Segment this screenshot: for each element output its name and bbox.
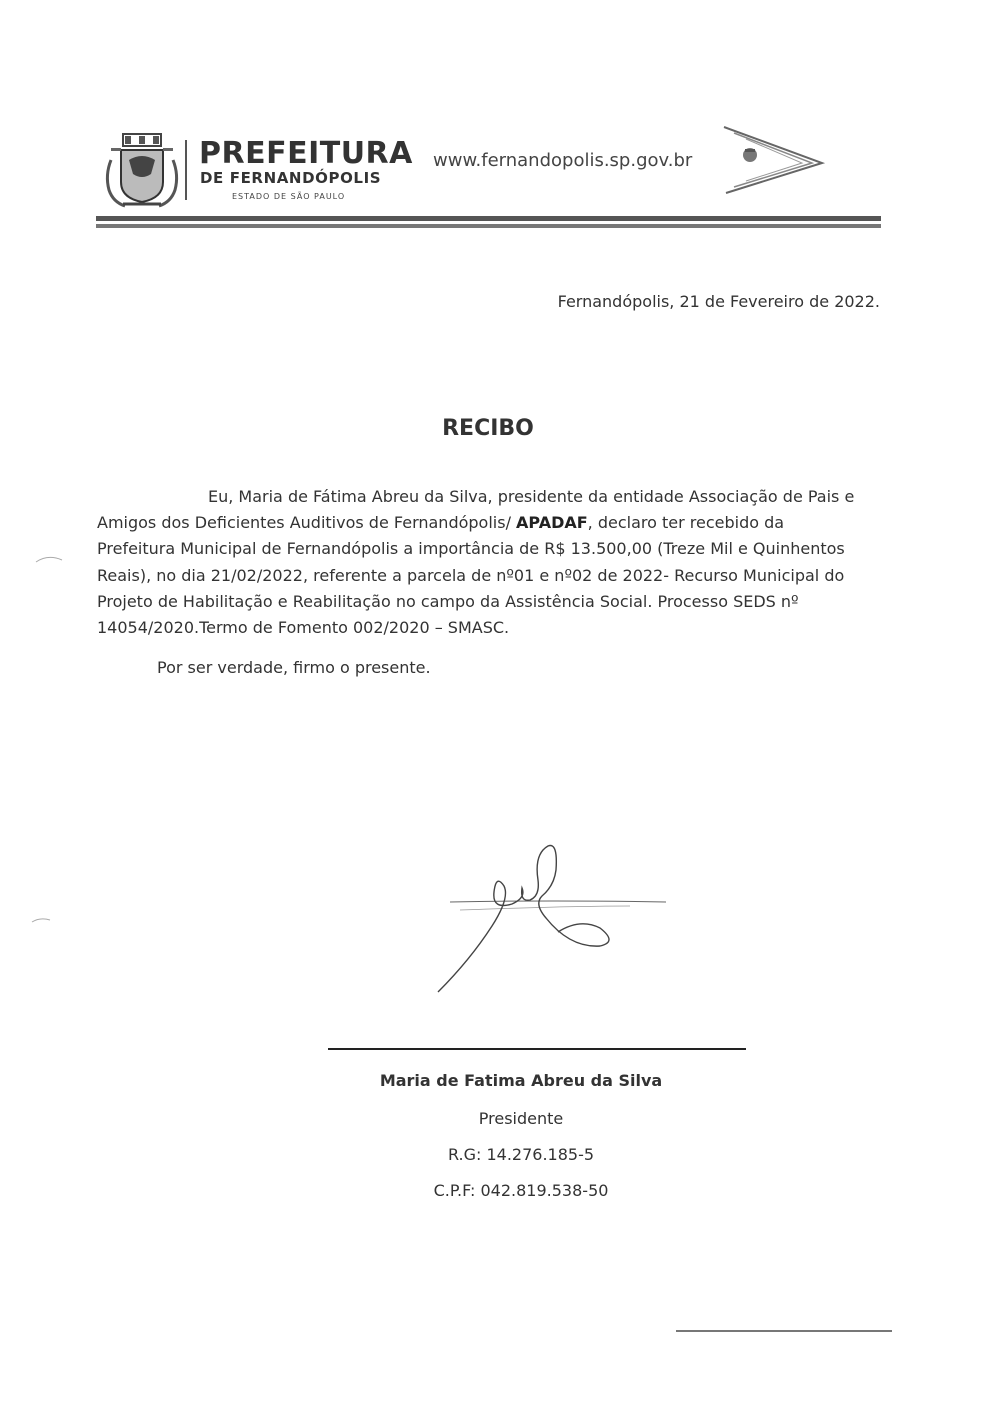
paragraph-part-1: Eu, Maria de Fátima Abreu da Silva, presidente da entidade Associação de Pais e Amigos dos Deficientes Auditivos de Fernandópolis/ [97,487,855,533]
dateline: Fernandópolis, 21 de Fevereiro de 2022. [557,292,880,311]
header-divider [185,140,187,200]
receipt-paragraph [97,484,867,641]
footer-line [676,1330,892,1332]
website-link[interactable]: www.fernandopolis.sp.gov.br [433,150,693,171]
pennant-flag-icon [722,125,827,195]
scan-mark [30,916,52,924]
signer-rg: R.G: 14.276.185-5 [447,1145,595,1164]
scan-mark [34,554,64,564]
signer-name: Maria de Fatima Abreu da Silva [379,1071,663,1090]
brand-title: PREFEITURA [199,136,413,171]
header-rule [96,216,881,230]
paragraph-part-2: , declaro ter recebido da Prefeitura Municipal de Fernandópolis a importância de R$ 13.500,00 (Treze Mil e Quinhentos Reais), no dia 21/02/2022, referente a parcela de nº01 e nº02 de 2022- Recurso Municipal do Projeto de Habilitação e Reabilitação no campo da Assistência Social. Processo SEDS nº 14054/2020.Termo de Fomento 002/2020 – SMASC. [97,513,845,638]
signer-role: Presidente [478,1109,564,1128]
signer-cpf: C.P.F: 042.819.538-50 [433,1181,609,1200]
document-title: RECIBO [442,416,534,441]
entity-acronym: APADAF [516,513,588,533]
handwritten-signature [430,840,680,1000]
closing-sentence: Por ser verdade, firmo o presente. [157,658,431,677]
coat-of-arms-icon [103,130,181,210]
signature-line [328,1048,746,1050]
brand-state: ESTADO DE SÃO PAULO [232,192,346,201]
brand-city: DE FERNANDÓPOLIS [200,169,382,187]
